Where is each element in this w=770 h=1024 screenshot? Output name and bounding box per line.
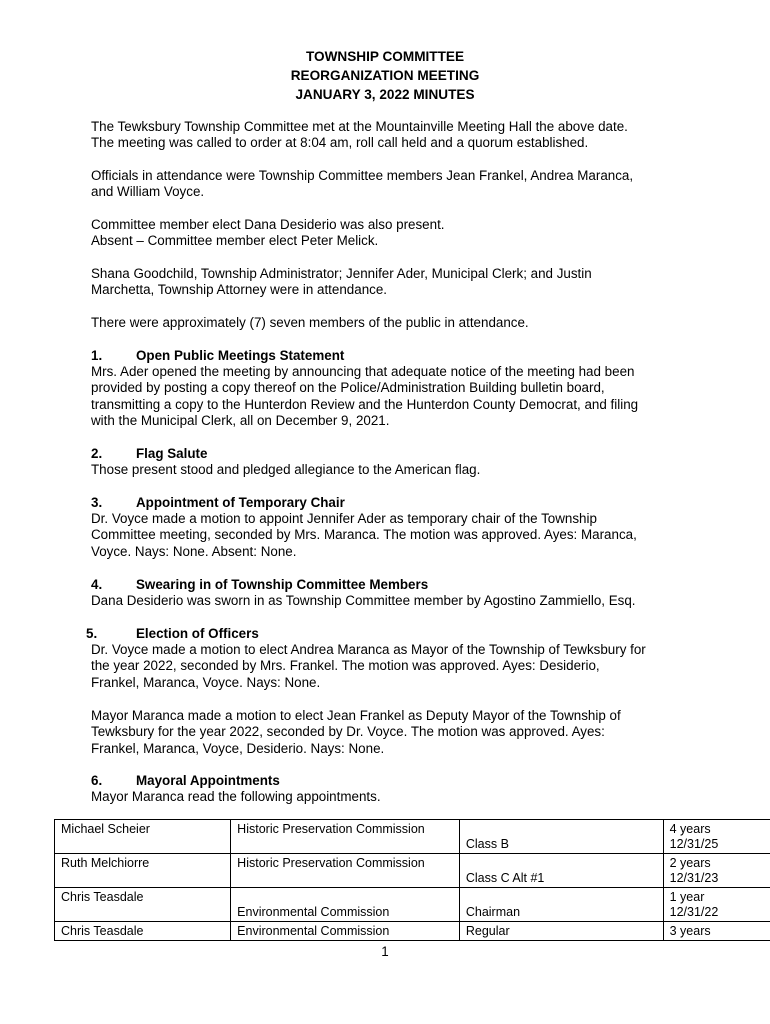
title-line-2: REORGANIZATION MEETING xyxy=(290,68,480,83)
intro-paragraph-elect: Committee member elect Dana Desiderio was also present. Absent – Committee member elect Peter Melick. xyxy=(91,217,445,249)
appointment-body: Historic Preservation Commission xyxy=(231,854,460,888)
section-title: Election of Officers xyxy=(136,626,259,641)
appointment-expires: 12/31/23 xyxy=(669,871,719,885)
section-number: 4. xyxy=(91,577,103,592)
section-body-4: Dana Desiderio was sworn in as Township Committee member by Agostino Zammiello, Esq. xyxy=(91,593,636,608)
appointment-term: 4 years xyxy=(669,822,711,836)
appointment-term-cell xyxy=(663,820,770,854)
section-body-5: Dr. Voyce made a motion to elect Andrea Maranca as Mayor of the Township of Tewksbury for the year 2022, seconded by Mrs. Frankel. The motion was approved. Ayes: Desiderio, Frankel, Maranca, Voyce. Nays: None. xyxy=(91,642,646,690)
appointment-body: Historic Preservation Commission xyxy=(231,820,460,854)
intro-paragraph-public: There were approximately (7) seven members of the public in attendance. xyxy=(91,315,529,330)
table-row xyxy=(55,922,770,941)
section-heading-3 xyxy=(91,495,345,511)
section-title: Open Public Meetings Statement xyxy=(136,348,345,363)
appointments-table xyxy=(54,819,770,941)
appointment-category-cell xyxy=(459,888,663,922)
section-body-3: Dr. Voyce made a motion to appoint Jennifer Ader as temporary chair of the Township Committee meeting, seconded by Mrs. Maranca. The motion was approved. Ayes: Maranca, Voyce. Nays: None. Absent: None. xyxy=(91,511,637,559)
title-line-1: TOWNSHIP COMMITTEE xyxy=(305,49,465,64)
appointment-term-cell xyxy=(663,888,770,922)
document-title xyxy=(0,47,770,104)
section-title: Mayoral Appointments xyxy=(136,773,280,788)
appointee-name: Michael Scheier xyxy=(55,820,231,854)
appointment-category: Class B xyxy=(465,837,509,851)
appointment-term: 3 years xyxy=(663,922,770,941)
section-heading-6 xyxy=(91,773,280,789)
section-body-1: Mrs. Ader opened the meeting by announcing that adequate notice of the meeting had been provided by posting a copy thereof on the Police/Administration Building bulletin board, transmitting a copy to the Hunterdon Review and the Hunterdon County Democrat, and filing with the Municipal Clerk, all on December 9, 2021. xyxy=(91,364,639,429)
appointment-term-cell xyxy=(663,854,770,888)
intro-paragraph-meeting: The Tewksbury Township Committee met at the Mountainville Meeting Hall the above date. The meeting was called to order at 8:04 am, roll call held and a quorum established. xyxy=(91,119,628,151)
section-heading-2 xyxy=(91,446,207,462)
intro-paragraph-staff: Shana Goodchild, Township Administrator; Jennifer Ader, Municipal Clerk; and Justin Marchetta, Township Attorney were in attendance. xyxy=(91,266,592,298)
appointee-name: Chris Teasdale xyxy=(55,922,231,941)
appointment-category: Chairman xyxy=(465,905,521,919)
section-heading-5 xyxy=(86,626,259,642)
table-row xyxy=(55,820,770,854)
appointment-category: Class C Alt #1 xyxy=(465,871,545,885)
appointment-category-cell xyxy=(459,854,663,888)
appointment-expires: 12/31/25 xyxy=(669,837,719,851)
section-title: Appointment of Temporary Chair xyxy=(136,495,345,510)
section-number: 2. xyxy=(91,446,103,461)
title-line-3: JANUARY 3, 2022 MINUTES xyxy=(295,87,475,102)
appointment-body-cell xyxy=(231,888,460,922)
appointee-name: Ruth Melchiorre xyxy=(55,854,231,888)
appointment-body: Environmental Commission xyxy=(237,905,390,919)
section-number: 6. xyxy=(91,773,103,788)
appointment-body: Environmental Commission xyxy=(231,922,460,941)
section-number: 3. xyxy=(91,495,103,510)
section-heading-1 xyxy=(91,348,344,364)
section-heading-4 xyxy=(91,577,428,593)
section-number: 1. xyxy=(91,348,103,363)
intro-paragraph-officials: Officials in attendance were Township Committee members Jean Frankel, Andrea Maranca, and William Voyce. xyxy=(91,168,634,200)
appointment-term: 2 years xyxy=(669,856,711,870)
appointment-term: 1 year xyxy=(669,890,705,904)
table-row xyxy=(55,888,770,922)
appointment-expires: 12/31/22 xyxy=(669,905,719,919)
section-number: 5. xyxy=(86,626,98,641)
section-body-6: Mayor Maranca read the following appointments. xyxy=(91,789,381,804)
appointee-name: Chris Teasdale xyxy=(55,888,231,922)
section-title: Swearing in of Township Committee Members xyxy=(136,577,429,592)
page-number: 1 xyxy=(381,944,389,959)
section-body-5-deputy: Mayor Maranca made a motion to elect Jean Frankel as Deputy Mayor of the Township of Tewksbury for the year 2022, seconded by Dr. Voyce. The motion was approved. Ayes: Frankel, Maranca, Voyce, Desiderio. Nays: None. xyxy=(91,708,621,756)
section-title: Flag Salute xyxy=(136,446,208,461)
appointment-category: Regular xyxy=(459,922,663,941)
table-row xyxy=(55,854,770,888)
appointment-category-cell xyxy=(459,820,663,854)
section-body-2: Those present stood and pledged allegiance to the American flag. xyxy=(91,462,481,477)
